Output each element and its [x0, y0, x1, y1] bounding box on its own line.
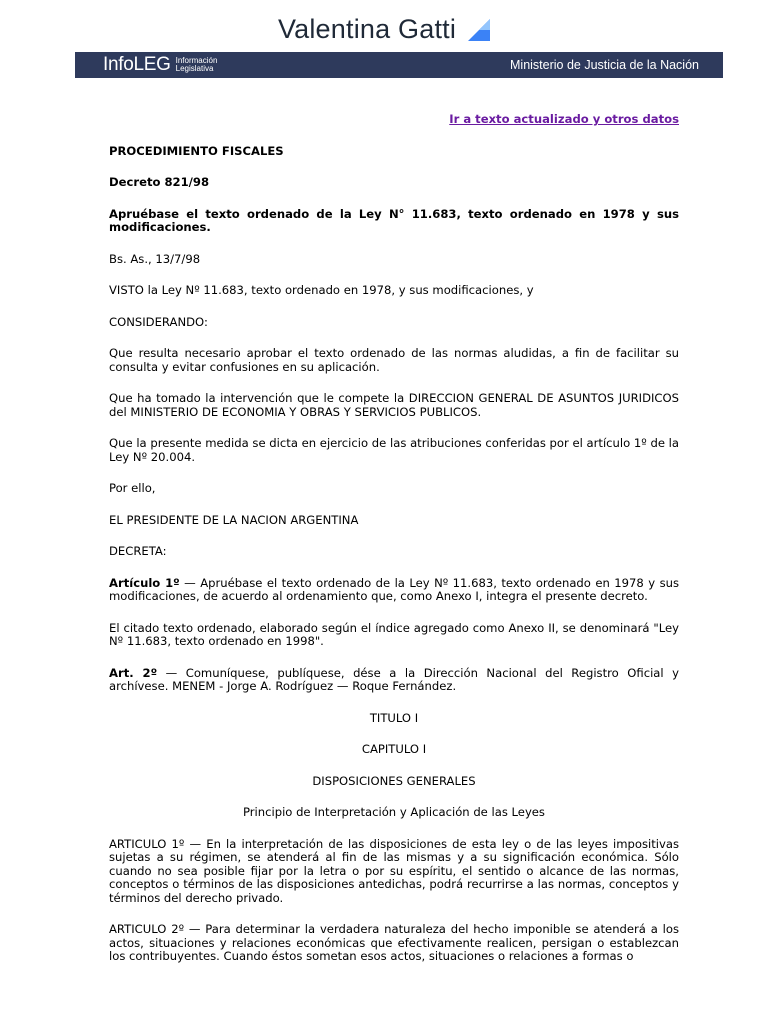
paragraph: Que ha tomado la intervención que le compete la DIRECCION GENERAL DE ASUNTOS JURIDICOS del MINISTERIO DE ECONOMIA Y OBRAS Y SERVICIOS PUBLICOS. — [109, 391, 679, 419]
principio-heading: Principio de Interpretación y Aplicación de las Leyes — [243, 805, 545, 819]
infoleg-banner — [75, 52, 723, 78]
author-title — [0, 14, 768, 45]
visto-paragraph: VISTO la Ley Nº 11.683, texto ordenado en 1978, y sus modificaciones, y — [109, 283, 534, 297]
article-2 — [109, 667, 679, 694]
paragraph: El citado texto ordenado, elaborado según el índice agregado como Anexo II, se denominará "Ley Nº 11.683, texto ordenado en 1998". — [109, 620, 679, 648]
articulo-2-law: ARTICULO 2º — Para determinar la verdadera naturaleza del hecho imponible se atenderá a los actos, situaciones y relaciones económicas que efectivamente realicen, persigan o establezcan los contribuyentes. Cuando éstos sometan esos actos, situaciones o relaciones a formas o — [109, 922, 679, 963]
ministry-name: Ministerio de Justicia de la Nación — [510, 58, 699, 72]
paragraph: Que la presente medida se dicta en ejercicio de las atribuciones conferidas por el artículo 1º de la Ley Nº 20.004. — [109, 436, 679, 464]
disposiciones-heading: DISPOSICIONES GENERALES — [312, 773, 476, 788]
por-ello: Por ello, — [109, 481, 156, 495]
document-title: PROCEDIMIENTO FISCALES — [109, 143, 284, 158]
infoleg-logo — [103, 54, 217, 76]
considerando-heading: CONSIDERANDO: — [109, 314, 208, 329]
article-1-label: Artículo 1º — [109, 575, 180, 590]
titulo-heading: TITULO I — [369, 710, 419, 725]
decreta-heading: DECRETA: — [109, 544, 167, 558]
article-1-text: — Apruébase el texto ordenado de la Ley Nº 11.683, texto ordenado en 1978 y sus modificaciones, de acuerdo al ordenamiento que, como Anexo I, integra el presente decreto. — [109, 575, 680, 603]
brand-subtitle-line1: Información — [175, 56, 218, 65]
brand-name: InfoLEG — [103, 54, 171, 75]
brand-subtitle — [176, 57, 218, 73]
document-body — [109, 113, 679, 982]
article-1 — [109, 577, 679, 604]
paragraph: Que resulta necesario aprobar el texto ordenado de las normas aludidas, a fin de facilitar su consulta y evitar confusiones en su aplicación. — [109, 346, 679, 374]
brand-subtitle-line2: Legislativa — [175, 64, 214, 73]
capitulo-heading: CAPITULO I — [361, 742, 427, 756]
decree-number: Decreto 821/98 — [109, 175, 210, 189]
place-date: Bs. As., 13/7/98 — [109, 251, 201, 266]
link-row — [109, 113, 679, 127]
article-2-label: Art. 2º — [109, 665, 158, 680]
article-2-text: — Comuníquese, publíquese, dése a la Dirección Nacional del Registro Oficial y archívese. MENEM - Jorge A. Rodríguez — Roque Fernández. — [109, 665, 679, 693]
updated-text-link[interactable]: Ir a texto actualizado y otros datos — [449, 112, 679, 126]
presidente-line: EL PRESIDENTE DE LA NACION ARGENTINA — [109, 512, 359, 527]
articulo-1-law: ARTICULO 1º — En la interpretación de las disposiciones de esta ley o de las leyes impositivas sujetas a su régimen, se atenderá al fin de las mismas y a su significación económica. Sólo cuando no sea posible fijar por la letra o por su espíritu, el sentido o alcance de las normas, conceptos o términos de las disposiciones antedichas, podrá recurrirse a las normas, conceptos y términos del derecho privado. — [109, 836, 679, 905]
author-name: Valentina Gatti — [277, 14, 457, 44]
triangle-logo-icon — [468, 19, 490, 41]
document-header — [0, 0, 768, 52]
decree-summary: Apruébase el texto ordenado de la Ley N° 11.683, texto ordenado en 1978 y sus modificaciones. — [109, 206, 679, 234]
